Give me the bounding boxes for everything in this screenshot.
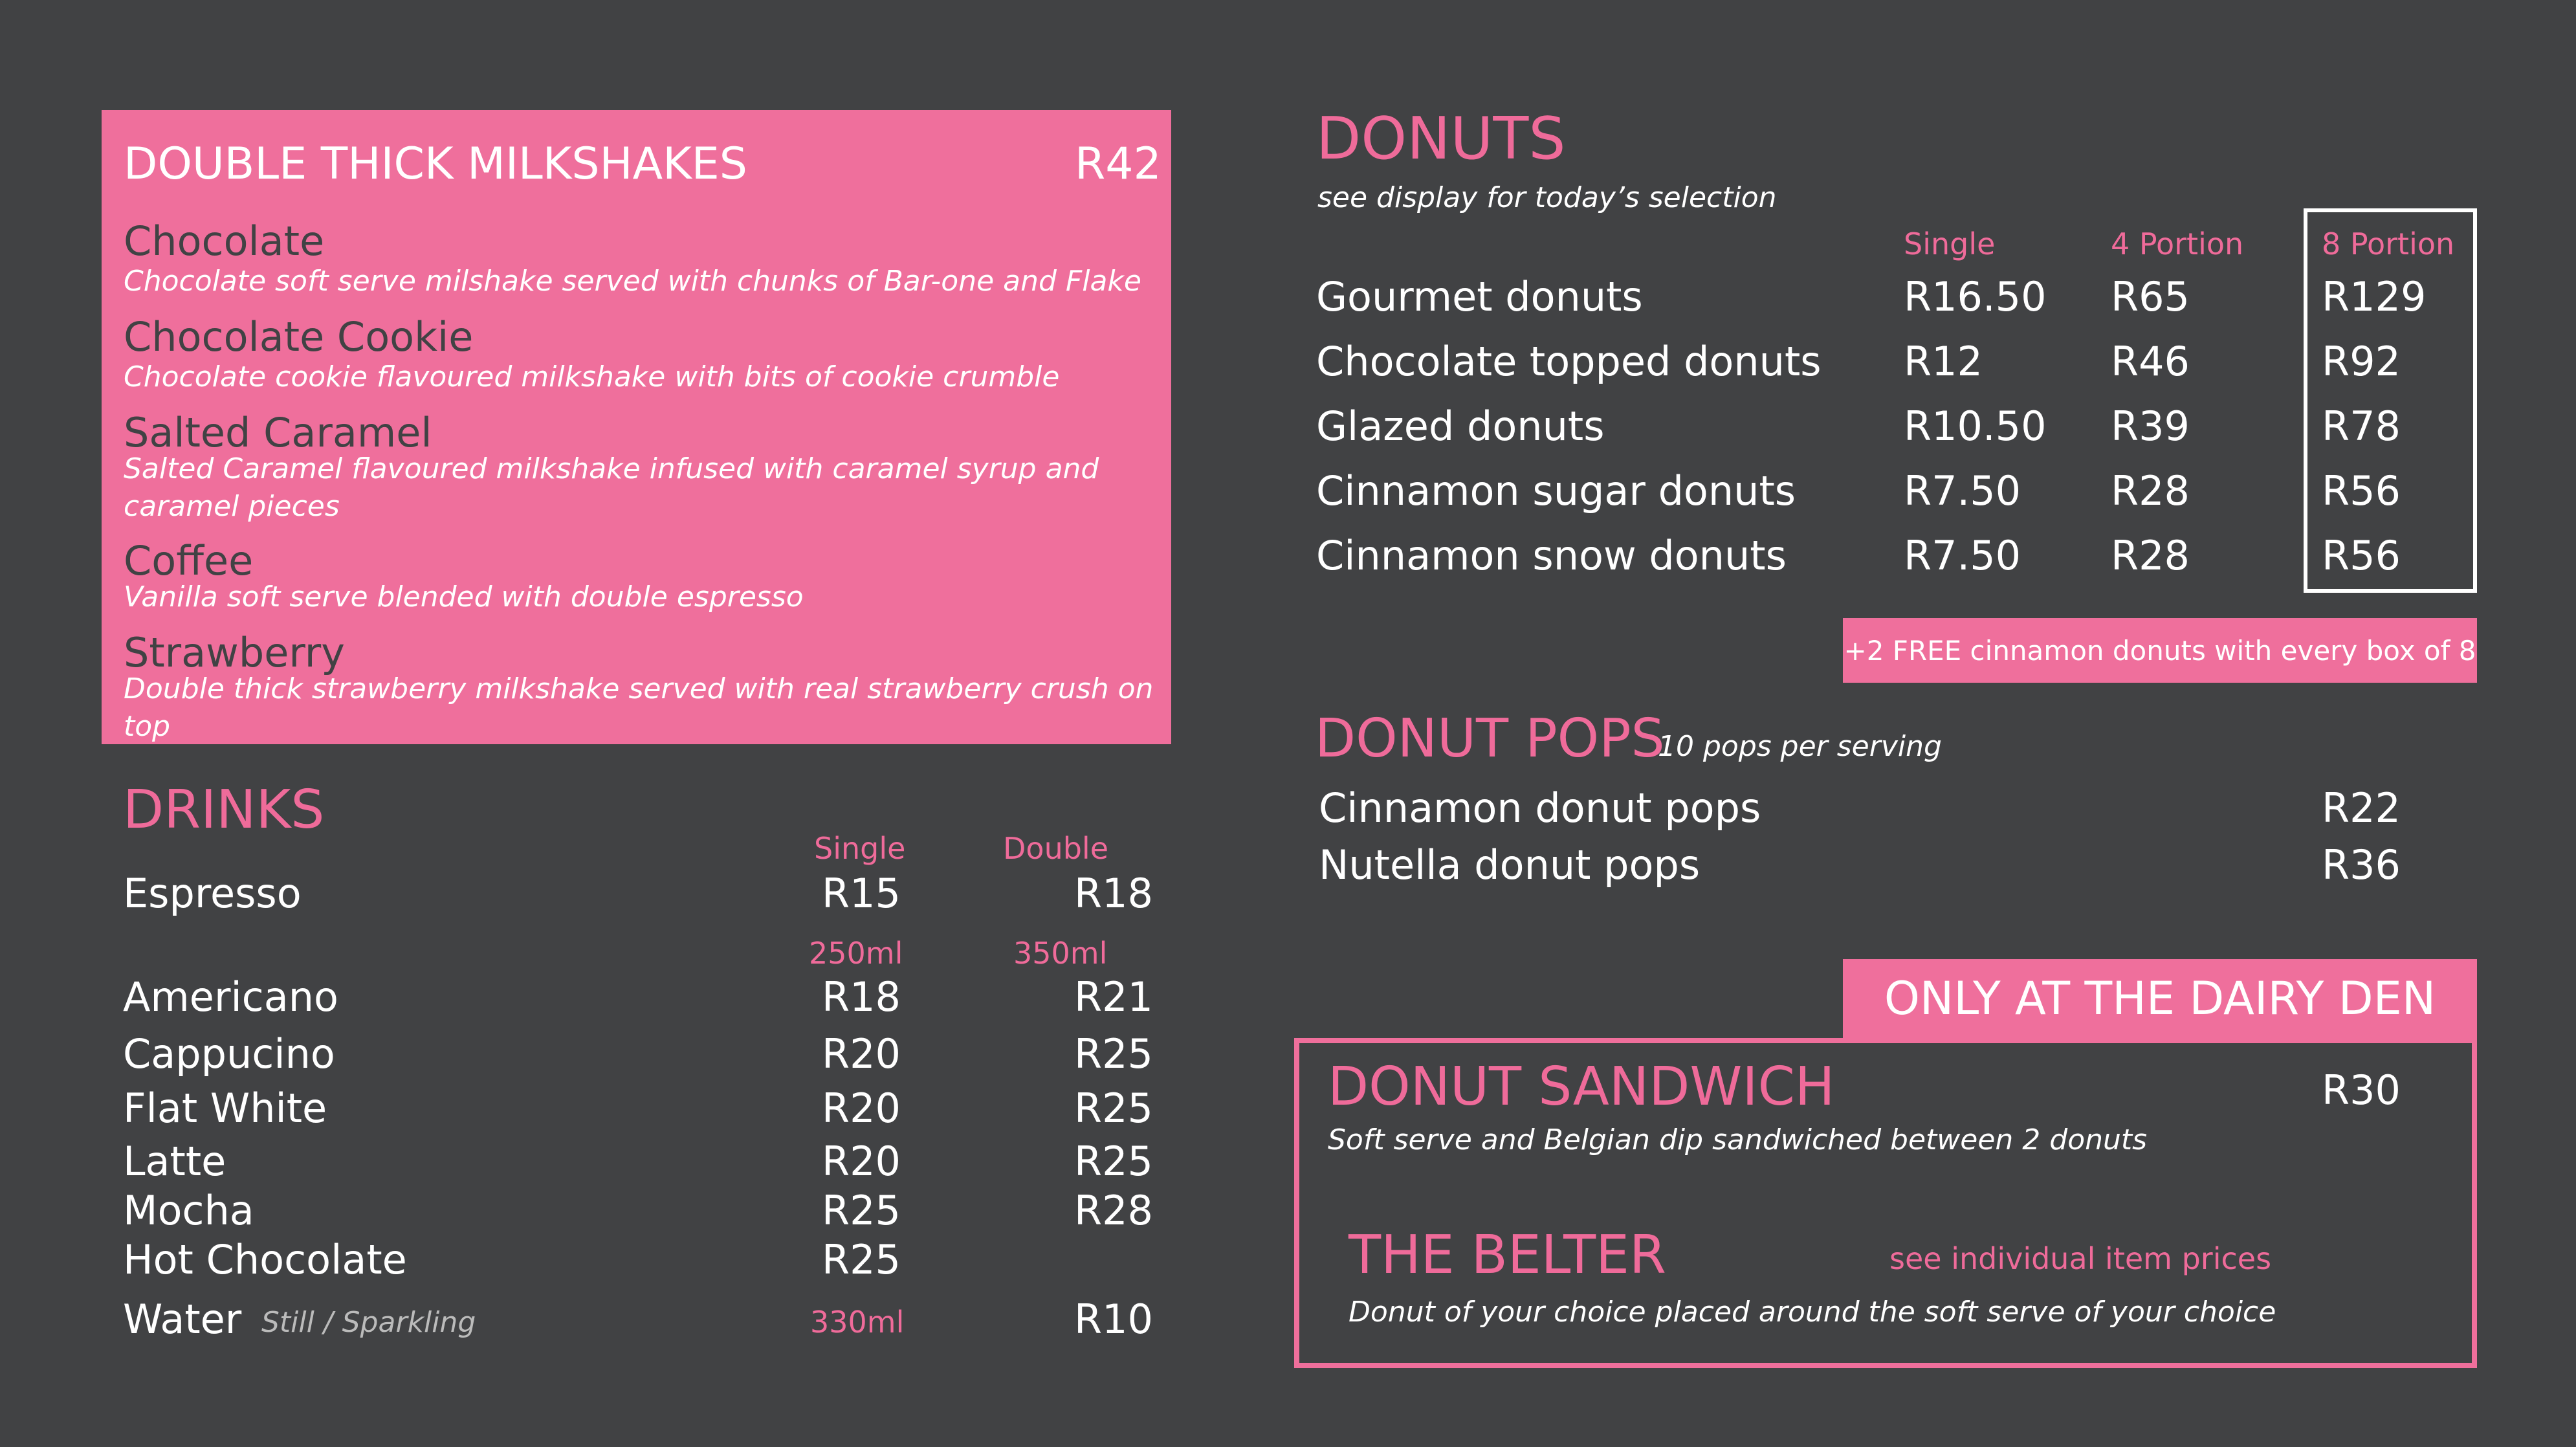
donuts-head-8: 8 Portion [2322,226,2455,261]
donut-name: Glazed donuts [1316,403,1605,450]
pop-price: R36 [2322,841,2401,889]
sandwich-desc: Soft serve and Belgian dip sandwiched between 2 donuts [1328,1123,2148,1156]
donut-price-8: R56 [2322,467,2401,514]
water-size: 330ml [810,1305,905,1340]
drink-price: R25 [1074,1085,1153,1132]
sandwich-price: R30 [2322,1066,2401,1114]
drink-name: Hot Chocolate [123,1236,407,1283]
donut-price-8: R78 [2322,403,2401,450]
donut-price-8: R56 [2322,532,2401,579]
milkshake-name: Chocolate [124,217,325,265]
donuts-subtitle: see display for today’s selection [1317,181,1777,214]
milkshakes-title: DOUBLE THICK MILKSHAKES [124,138,747,190]
drinks-title: DRINKS [123,779,325,841]
milkshake-name: Coffee [124,537,254,584]
belter-desc: Donut of your choice placed around the soft serve of your choice [1349,1296,2276,1329]
milkshake-desc: Double thick strawberry milkshake served with real strawberry crush on top [124,672,1154,743]
milkshake-name: Salted Caramel [124,409,432,456]
donut-price-8: R92 [2322,338,2401,385]
pop-name: Nutella donut pops [1319,841,1701,889]
drink-price: R18 [822,973,901,1021]
donut-price-single: R7.50 [1904,532,2021,579]
drink-name: Latte [123,1138,226,1185]
drink-price: R15 [822,870,901,917]
belter-title: THE BELTER [1349,1224,1666,1286]
drink-price: R25 [1074,1138,1153,1185]
drink-price: R18 [1074,870,1153,917]
donuts-head-4: 4 Portion [2111,226,2244,261]
drink-name: Espresso [123,870,302,917]
sandwich-title: DONUT SANDWICH [1328,1056,1835,1118]
donut-price-single: R16.50 [1904,273,2047,320]
milkshake-desc: Vanilla soft serve blended with double espresso [124,580,804,613]
milkshake-name: Strawberry [124,629,345,676]
drink-name: Water [123,1296,242,1343]
water-note: Still / Sparkling [261,1306,476,1339]
drink-name: Cappucino [123,1030,335,1077]
milkshake-desc: Chocolate soft serve milshake served with chunks of Bar-one and Flake [124,265,1141,298]
donut-price-4: R28 [2111,467,2190,514]
donut-price-4: R65 [2111,273,2190,320]
belter-note: see individual item prices [1889,1241,2272,1276]
drinks-head-250ml: 250ml [809,936,903,971]
dairy-den-tab: ONLY AT THE DAIRY DEN [1843,959,2477,1038]
drink-price: R28 [1074,1187,1153,1234]
drinks-head-double: Double [1003,831,1108,866]
drink-price: R20 [822,1085,901,1132]
drink-name: Mocha [123,1187,254,1234]
pop-price: R22 [2322,784,2401,832]
milkshake-name: Chocolate Cookie [124,313,474,360]
drink-price: R25 [1074,1030,1153,1077]
drink-price: R21 [1074,973,1153,1021]
pops-note: 10 pops per serving [1658,730,1942,763]
drink-price: R25 [822,1187,901,1234]
drink-name: Americano [123,973,338,1021]
drinks-head-350ml: 350ml [1013,936,1108,971]
water-price: R10 [1074,1296,1153,1343]
special-panel [1294,1038,2477,1368]
donut-price-4: R46 [2111,338,2190,385]
donut-name: Cinnamon snow donuts [1316,532,1787,579]
pops-title: DONUT POPS [1315,708,1665,769]
donuts-head-single: Single [1904,226,1996,261]
milkshakes-price: R42 [1075,138,1161,190]
milkshake-desc: Salted Caramel flavoured milkshake infused with caramel syrup and caramel pieces [124,452,1099,523]
drink-name: Flat White [123,1085,327,1132]
donut-name: Cinnamon sugar donuts [1316,467,1796,514]
donut-price-4: R39 [2111,403,2190,450]
milkshake-desc: Chocolate cookie flavoured milkshake with bits of cookie crumble [124,360,1060,393]
donut-price-single: R10.50 [1904,403,2047,450]
milkshakes-panel [102,110,1171,744]
pop-name: Cinnamon donut pops [1319,784,1761,832]
donuts-title: DONUTS [1316,105,1566,173]
donut-name: Gourmet donuts [1316,273,1643,320]
drink-price: R20 [822,1138,901,1185]
donut-price-4: R28 [2111,532,2190,579]
drinks-head-single: Single [814,831,906,866]
donut-price-single: R12 [1904,338,1983,385]
donut-name: Chocolate topped donuts [1316,338,1822,385]
donut-price-8: R129 [2322,273,2427,320]
drink-price: R20 [822,1030,901,1077]
drink-price: R25 [822,1236,901,1283]
free-donuts-banner: +2 FREE cinnamon donuts with every box of 8 [1843,618,2477,683]
donut-price-single: R7.50 [1904,467,2021,514]
